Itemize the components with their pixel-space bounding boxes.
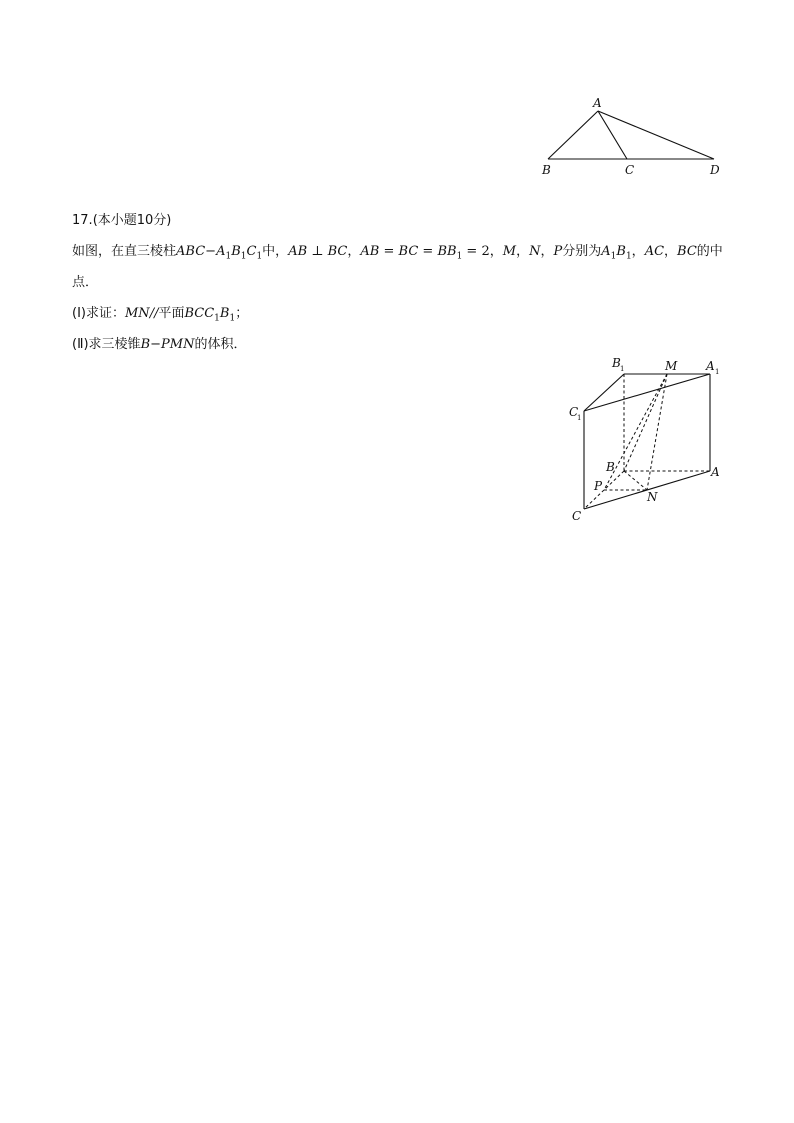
segment-bn <box>624 471 647 490</box>
math-perp: ⊥ <box>307 244 328 259</box>
math-bc: BC <box>677 244 697 259</box>
math-sub: 1 <box>214 313 220 324</box>
math-sub: 1 <box>229 313 236 324</box>
math-sub: 1 <box>256 251 263 262</box>
math-eq: = <box>462 244 482 259</box>
math-eq: = <box>418 244 438 259</box>
math-b1: B <box>616 244 626 259</box>
math-b1: B <box>231 244 241 259</box>
triangle-figure <box>530 88 735 183</box>
punct: ， <box>631 244 645 259</box>
label-c: C <box>572 509 582 523</box>
math-ab: AB <box>288 244 308 259</box>
label-a: A <box>711 465 720 479</box>
label-b1: B <box>612 356 621 370</box>
punct: ， <box>664 244 678 259</box>
problem-17 <box>72 205 722 360</box>
part-text: 求三棱锥 <box>88 337 141 352</box>
label-n: N <box>647 490 658 504</box>
math-mn: MN <box>125 306 150 321</box>
label-a: A <box>593 96 602 110</box>
part-text: 平面 <box>158 306 185 321</box>
math-b: B <box>140 337 151 352</box>
math-minus: − <box>205 244 217 259</box>
math-parallel: // <box>149 306 159 321</box>
math-ab: AB <box>360 244 380 259</box>
punct: ； <box>235 306 249 321</box>
math-eq: = <box>379 244 399 259</box>
math-sub: 1 <box>225 251 232 262</box>
math-bb1: BB <box>437 244 457 259</box>
label-a1: A <box>706 359 715 373</box>
math-m: M <box>502 244 517 259</box>
label-d: D <box>710 163 720 177</box>
statement-text: 如图，在直三棱柱 <box>72 244 177 259</box>
math-n: N <box>529 244 541 259</box>
punct: ， <box>540 244 554 259</box>
math-pmn: PMN <box>161 337 195 352</box>
math-c1: C <box>246 244 257 259</box>
part-text: 求证： <box>85 306 125 321</box>
label-b: B <box>542 163 551 177</box>
label-c: C <box>625 163 635 177</box>
math-sub: 1 <box>240 251 247 262</box>
punct: ， <box>489 244 503 259</box>
part-label: (Ⅰ) <box>72 306 86 321</box>
punct: ， <box>347 244 361 259</box>
math-bcc1: BCC <box>184 306 215 321</box>
segment-ad <box>598 111 714 159</box>
statement-text: 分别为 <box>562 244 602 259</box>
segment-ac <box>598 111 627 159</box>
problem-statement-line-1 <box>72 236 722 267</box>
math-two: 2 <box>481 244 490 259</box>
triangle-lines <box>548 111 714 159</box>
problem-statement-line-2: 点． <box>72 275 99 290</box>
math-bc: BC <box>327 244 348 259</box>
label-c1-sub: 1 <box>577 414 582 422</box>
label-m: M <box>665 359 678 373</box>
segment-ab <box>548 111 598 159</box>
math-abc: ABC <box>176 244 206 259</box>
label-a1-sub: 1 <box>715 368 720 376</box>
edge-c1-a1 <box>584 374 710 411</box>
math-sub: 1 <box>625 251 632 262</box>
math-p: P <box>553 244 563 259</box>
prism-figure <box>555 350 740 532</box>
problem-part-1 <box>72 298 722 329</box>
math-minus: − <box>150 337 162 352</box>
label-b: B <box>606 460 615 474</box>
problem-points: (本小题10分) <box>92 213 172 228</box>
punct: ， <box>516 244 530 259</box>
problem-number: 17. <box>72 213 93 228</box>
math-a1: A <box>601 244 611 259</box>
part-label: (Ⅱ) <box>72 337 89 352</box>
math-bc: BC <box>398 244 419 259</box>
math-b1: B <box>219 306 230 321</box>
math-a1: A <box>216 244 226 259</box>
problem-header <box>72 205 722 236</box>
statement-text: 中， <box>262 244 289 259</box>
part-text: 的体积． <box>194 337 247 352</box>
math-sub: 1 <box>610 251 617 262</box>
math-ac: AC <box>644 244 665 259</box>
label-c1: C <box>569 405 579 419</box>
math-sub: 1 <box>456 251 463 262</box>
label-b1-sub: 1 <box>620 365 625 373</box>
statement-text: 的中 <box>696 244 723 259</box>
label-p: P <box>594 479 603 493</box>
